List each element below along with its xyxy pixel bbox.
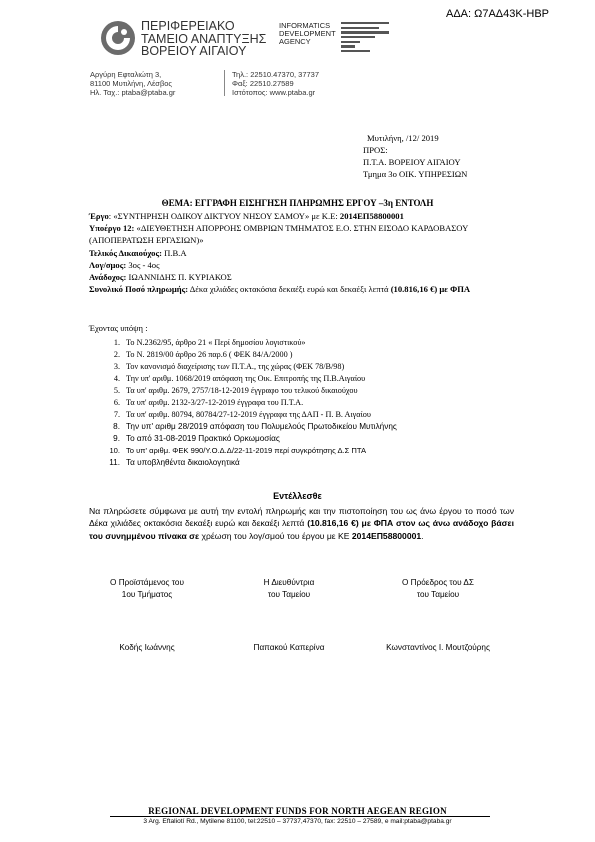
list-item: 9. Το από 31-08-2019 Πρακτικό Ορκωμοσίας	[113, 434, 280, 443]
address-line: Τηλ.: 22510.47370, 37737	[232, 70, 320, 79]
address-line: Αργύρη Εφταλιώτη 3,	[90, 70, 162, 79]
total-label: Συνολικό Ποσό πληρωμής:	[89, 284, 189, 295]
address-left	[90, 70, 175, 97]
address-line: Ηλ. Ταχ.: ptaba@ptaba.gr	[90, 88, 176, 97]
total-words: Δέκα χιλιάδες οκτακόσια δεκαέξι ευρώ και δεκαέξι λεπτά	[188, 284, 389, 295]
given-label: Έχοντας υπόψη :	[89, 323, 148, 333]
signature-role: του Ταμείου	[416, 590, 460, 599]
signature-block	[214, 577, 364, 601]
to-label: ΠΡΟΣ:	[363, 145, 388, 155]
list-item: 4. Την υπ' αριθμ. 1068/2019 απόφαση της Οικ. Επιτροπής της Π.Β.Αιγαίου	[113, 374, 366, 383]
order-code: 2014ΕΠ58800001	[351, 530, 422, 541]
list-item: 6. Τα υπ' αριθμ. 2132-3/27-12-2019 έγγραφα του Π.Τ.Α.	[113, 398, 304, 407]
list-item: 3. Τον κανονισμό διαχείρισης των Π.Τ.Α., της χώρας (ΦΕΚ 78/Β/98)	[113, 362, 345, 371]
org-line: ΒΟΡΕΙΟΥ ΑΙΓΑΙΟΥ	[141, 44, 247, 58]
contractor-value: ΙΩΑΝΝΙΔΗΣ Π. ΚΥΡΙΑΚΟΣ	[126, 272, 232, 283]
project-text: : «ΣΥΝΤΗΡΗΣΗ ΟΔΙΚΟΥ ΔΙΚΤΥΟΥ ΝΗΣΟΥ ΣΑΜΟΥ» με Κ.Ε:	[108, 211, 340, 221]
ada-code: ΑΔΑ: Ω7ΑΔ43Κ-ΗΒΡ	[446, 8, 550, 20]
signature-role: Ο Πρόεδρος του ΔΣ	[402, 578, 474, 587]
footer-divider	[110, 816, 490, 817]
agency-line: AGENCY	[279, 37, 311, 46]
signatory-name: Παπακού Καπερίνα	[253, 643, 325, 652]
list-item: 2. Το Ν. 2819/00 άρθρο 26 παρ.6 ( ΦΕΚ 84/Α/2000 )	[113, 350, 293, 359]
beneficiary-label: Τελικός Δικαιούχος:	[89, 247, 162, 258]
signature-role: Η Διευθύντρια	[263, 578, 315, 587]
signature-role: 1ου Τμήματος	[121, 590, 173, 599]
order-title: Εντέλλεσθε	[273, 491, 322, 501]
recipient-block	[363, 132, 467, 180]
logo-icon	[100, 20, 136, 56]
org-line: ΤΑΜΕΙΟ ΑΝΑΠΤΥΞΗΣ	[141, 31, 267, 46]
subject-line: ΘΕΜΑ: ΕΓΓΡΑΦΗ ΕΙΣΗΓΗΣΗ ΠΛΗΡΩΜΗΣ ΕΡΓΟΥ –3η ΕΝΤΟΛΗ	[161, 198, 434, 208]
agency-subtext-lines	[341, 22, 389, 55]
footer-title: REGIONAL DEVELOPMENT FUNDS FOR NORTH AEGEAN REGION	[148, 806, 447, 816]
address-line: Φαξ: 22510.27589	[232, 79, 294, 88]
list-item: 1. Το Ν.2362/95, άρθρο 21 « Περί δημοσίου λογιστικού»	[113, 338, 306, 347]
agency-line: DEVELOPMENT	[279, 29, 336, 38]
project-details	[89, 210, 514, 295]
signature-block	[72, 577, 222, 601]
signatory-name: Κοδής Ιωάννης	[119, 643, 175, 652]
agency-line: INFORMATICS	[279, 21, 331, 30]
order-amount: (10.816,16 €) με ΦΠΑ στον ως άνω ανάδοχο βάσει του συνημμένου πίνακα σε	[89, 518, 514, 541]
account-label: Λογ/σμος:	[89, 259, 127, 270]
signature-block	[363, 577, 513, 601]
signature-role: Ο Προϊστάμενος του	[110, 578, 184, 587]
list-item: 7. Τα υπ' αριθμ. 80794, 80784/27-12-2019 έγγραφα της ΔΑΠ - Π. Β. Αιγαίου	[113, 410, 371, 419]
address-right	[232, 70, 319, 97]
list-item: 8. Την υπ' αριθμ 28/2019 απόφαση του Πολυμελούς Πρωτοδικείου Μυτιλήνης	[113, 422, 397, 431]
list-item: 5. Τα υπ' αριθμ. 2679, 2757/18-12-2019 έγγραφο του τελικού δικαιούχου	[113, 386, 358, 395]
subproject-label: Υποέργο 12:	[89, 223, 135, 234]
account-value: 3ος - 4ος	[126, 259, 160, 270]
project-label: Έργο	[89, 211, 109, 221]
subproject-text: «ΔΙΕΥΘΕΤΗΣΗ ΑΠΟΡΡΟΗΣ ΟΜΒΡΙΩΝ ΤΜΗΜΑΤΟΣ Ε.Ο. ΣΤΗΝ ΕΙΣΟΔΟ ΚΑΡΔΟΒΑΣΟΥ (ΑΠΟΠΕΡΑΤΩΣΗ ΕΡΓΑΣΙΩΝ)»	[89, 223, 468, 246]
order-text: Να πληρώσετε σύμφωνα με αυτή την εντολή πληρωμής και την πιστοποίηση του ως άνω έργου το ποσό των Δέκα χιλιάδες οκτακόσια δεκαέξι ευρώ και δεκαέξι λεπτά (10.816,16 €) με ΦΠΑ στον ως άνω ανάδοχο βάσει του συνημμένου πίνακα σε χρέωση του λογ/σμού του έργου με ΚΕ 2014ΕΠ58800001.	[89, 506, 514, 541]
project-code: 2014ΕΠ58800001	[339, 211, 404, 221]
list-item: 11. Τα υποβληθέντα δικαιολογητικά	[109, 458, 240, 467]
address-line: 81100 Μυτιλήνη, Λέσβος	[90, 79, 173, 88]
references-list	[108, 337, 528, 469]
signatory-name: Κωνσταντίνος Ι. Μουτζούρης	[386, 643, 490, 652]
order-text-part: Να πληρώσετε σύμφωνα με αυτή την εντολή πληρωμής και την πιστοποίηση του ως άνω έργου το ποσό των Δέκα χιλιάδες οκτακόσια δεκαέξι ευρώ και δεκαέξι λεπτά	[89, 506, 514, 529]
list-item: 10. Το υπ' αριθμ. ΦΕΚ 990/Υ.Ο.Δ.Δ/22-11-2019 περί συγκρότησης Δ.Σ ΠΤΑ	[109, 446, 367, 455]
place-date: Μυτιλήνη, /12/ 2019	[367, 133, 439, 143]
to-org: Π.Τ.Α. ΒΟΡΕΙΟΥ ΑΙΓΑΙΟΥ	[363, 157, 461, 167]
footer-address: 3 Arg. Eftaliotí Rd., Mytilene 81100, tel:22510 – 37737,47370, fax: 22510 – 27589, e mail:ptaba@ptaba.gr	[143, 818, 452, 825]
org-name	[141, 20, 266, 58]
total-amount: (10.816,16 €) με ΦΠΑ	[390, 284, 471, 295]
agency-name	[279, 22, 336, 46]
address-divider	[224, 70, 225, 96]
beneficiary-value: Π.Β.Α	[161, 247, 187, 258]
address-line: Ιστότοπος: www.ptaba.gr	[232, 88, 316, 97]
org-line: ΠΕΡΙΦΕΡΕΙΑΚΟ	[141, 19, 235, 33]
to-dept: Τμημα 3ο ΟΙΚ. ΥΠΗΡΕΣΙΩΝ	[363, 169, 468, 179]
contractor-label: Ανάδοχος:	[89, 272, 127, 283]
signature-role: του Ταμείου	[267, 590, 311, 599]
order-text-part: χρέωση του λογ/σμού του έργου με ΚΕ	[199, 530, 352, 541]
